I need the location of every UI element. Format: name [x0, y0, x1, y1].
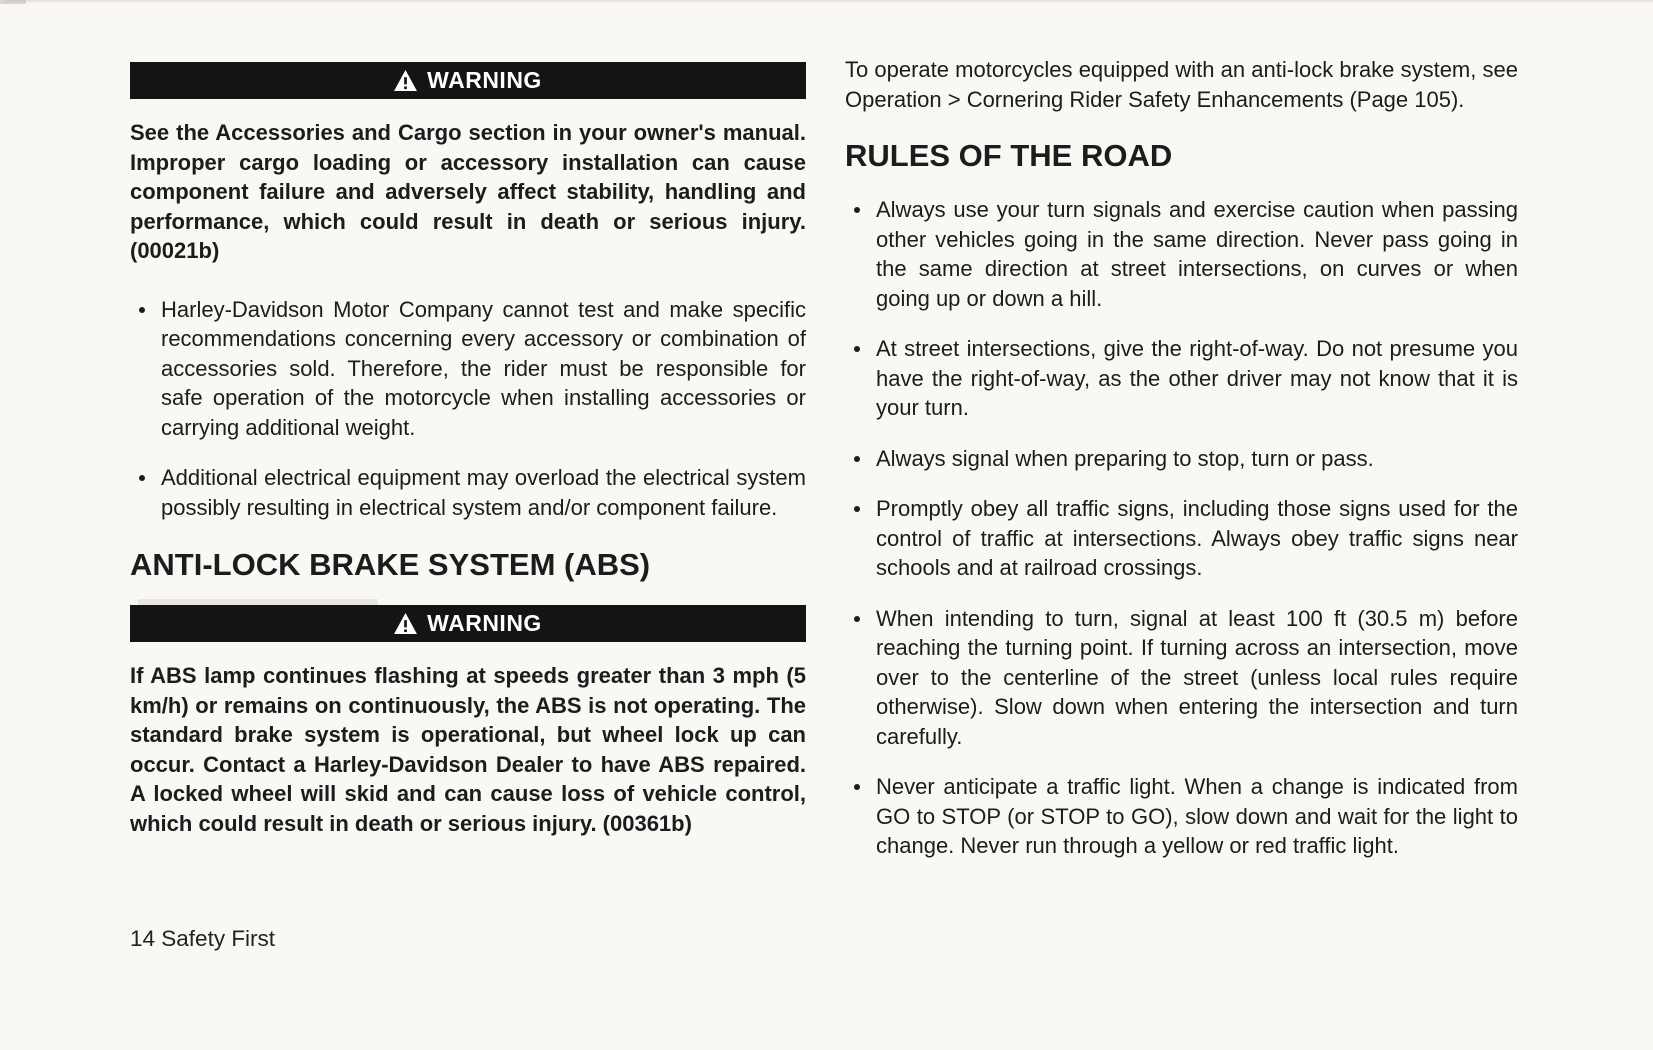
bullet-marker [854, 207, 860, 213]
list-item-text: When intending to turn, signal at least 100 ft (30.5 m) before reaching the turning point. If turning across an intersection, move over to the centerline of the street (unless local rules require otherwise). Slow down when entering the intersection and turn carefully. [876, 605, 1518, 749]
list-item [845, 334, 1518, 423]
list-item-text: At street intersections, give the right-of-way. Do not presume you have the right-of-way, as the other driver may not know that it is your turn. [876, 336, 1518, 420]
list-item [845, 195, 1518, 313]
bullet-marker [854, 784, 860, 790]
rules-bullet-list [845, 195, 1518, 861]
right-column [845, 55, 1518, 861]
list-item [130, 295, 806, 443]
warning-abs-text: If ABS lamp continues flashing at speeds greater than 3 mph (5 km/h) or remains on continuously, the ABS is not operating. The standard brake system is operational, but wheel lock up can occur. Contact a Harley-Davidson Dealer to have ABS repaired. A locked wheel will skid and can cause loss of vehicle control, which could result in death or serious injury. (00361b) [130, 663, 806, 836]
list-item-text: Harley-Davidson Motor Company cannot test and make specific recommendations concerning every accessory or combination of accessories sold. Therefore, the rider must be responsible for safe operation of the motorcycle when installing accessories or carrying additional weight. [161, 296, 806, 440]
bullet-marker [139, 307, 145, 313]
bullet-marker [854, 506, 860, 512]
bullet-marker [854, 616, 860, 622]
scan-artifact-corner [0, 0, 26, 4]
warning-banner-abs [130, 605, 806, 642]
list-item [845, 444, 1518, 474]
scan-artifact-top-edge [6, 0, 1653, 2]
warning-accessories-text: See the Accessories and Cargo section in your owner's manual. Improper cargo loading or accessory installation can cause component failure and adversely affect stability, handling and performance, which could result in death or serious injury. (00021b) [130, 120, 806, 263]
heading-abs: ANTI-LOCK BRAKE SYSTEM (ABS) [130, 547, 651, 582]
bullet-marker [854, 346, 860, 352]
list-item [845, 494, 1518, 583]
list-item-text: Never anticipate a traffic light. When a change is indicated from GO to STOP (or STOP to GO), slow down and wait for the light to change. Never run through a yellow or red traffic light. [876, 774, 1518, 858]
list-item-text: Promptly obey all traffic signs, including those signs used for the control of traffic at intersections. Always obey traffic signs near schools and at railroad crossings. [876, 496, 1518, 580]
list-item [845, 772, 1518, 861]
accessories-bullet-list [130, 295, 806, 523]
list-item [130, 463, 806, 522]
list-item-text: Always use your turn signals and exercise caution when passing other vehicles going in the same direction. Never pass going in the same direction at street intersections, on curves or when going up or down a hill. [876, 197, 1518, 311]
warning-banner-accessories [130, 62, 806, 99]
bullet-marker [139, 475, 145, 481]
abs-operation-intro: To operate motorcycles equipped with an anti-lock brake system, see Operation > Cornering Rider Safety Enhancements (Page 105). [845, 57, 1518, 112]
list-item-text: Additional electrical equipment may overload the electrical system possibly resulting in electrical system and/or component failure. [161, 465, 806, 520]
warning-banner-label: WARNING [427, 67, 542, 93]
warning-triangle-icon [394, 70, 417, 91]
warning-triangle-icon [394, 613, 417, 634]
list-item [845, 604, 1518, 752]
list-item-text: Always signal when preparing to stop, turn or pass. [876, 445, 1374, 471]
page-footer: 14 Safety First [130, 926, 276, 951]
warning-banner-label: WARNING [427, 610, 542, 636]
bullet-marker [854, 456, 860, 462]
heading-rules-of-the-road: RULES OF THE ROAD [845, 138, 1173, 173]
left-column [130, 62, 806, 838]
